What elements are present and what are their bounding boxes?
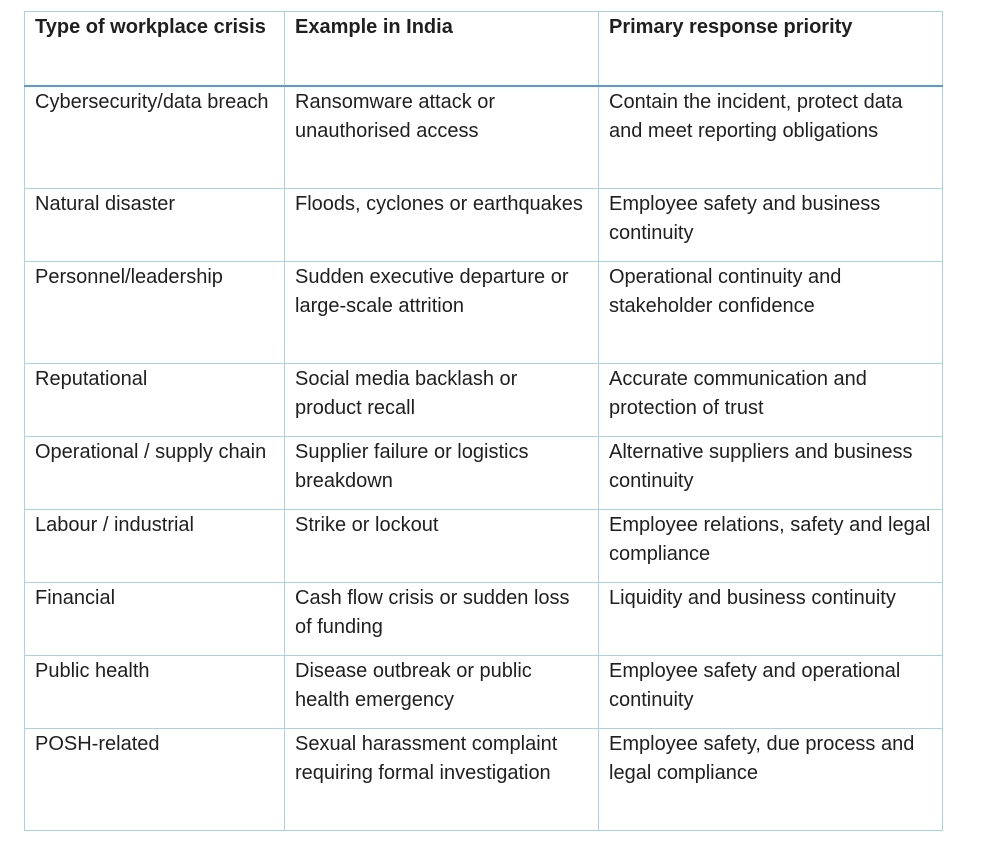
table-row <box>25 262 943 364</box>
example-cell: Disease outbreak or public health emergency <box>285 656 599 729</box>
example-cell: Supplier failure or logistics breakdown <box>285 437 599 510</box>
priority-cell: Alternative suppliers and business continuity <box>599 437 943 510</box>
priority-cell: Contain the incident, protect data and meet reporting obligations <box>599 86 943 189</box>
example-cell: Strike or lockout <box>285 510 599 583</box>
header-row <box>25 12 943 87</box>
crisis-type-cell: Operational / supply chain <box>25 437 285 510</box>
priority-cell: Employee safety and business continuity <box>599 189 943 262</box>
crisis-type-cell: Labour / industrial <box>25 510 285 583</box>
table-row <box>25 510 943 583</box>
priority-cell: Employee safety, due process and legal compliance <box>599 729 943 831</box>
crisis-type-cell: Natural disaster <box>25 189 285 262</box>
crisis-type-cell: Public health <box>25 656 285 729</box>
table-row <box>25 364 943 437</box>
priority-cell: Accurate communication and protection of trust <box>599 364 943 437</box>
example-cell: Cash flow crisis or sudden loss of funding <box>285 583 599 656</box>
header-example: Example in India <box>285 12 599 87</box>
priority-cell: Operational continuity and stakeholder confidence <box>599 262 943 364</box>
table-row <box>25 656 943 729</box>
example-cell: Ransomware attack or unauthorised access <box>285 86 599 189</box>
example-cell: Sexual harassment complaint requiring formal investigation <box>285 729 599 831</box>
priority-cell: Employee relations, safety and legal compliance <box>599 510 943 583</box>
priority-cell: Employee safety and operational continuity <box>599 656 943 729</box>
header-priority: Primary response priority <box>599 12 943 87</box>
table-row <box>25 189 943 262</box>
crisis-type-cell: Personnel/leadership <box>25 262 285 364</box>
crisis-type-cell: Reputational <box>25 364 285 437</box>
crisis-type-cell: Cybersecurity/data breach <box>25 86 285 189</box>
table-row <box>25 86 943 189</box>
example-cell: Social media backlash or product recall <box>285 364 599 437</box>
priority-cell: Liquidity and business continuity <box>599 583 943 656</box>
table-row <box>25 583 943 656</box>
example-cell: Sudden executive departure or large-scale attrition <box>285 262 599 364</box>
crisis-type-cell: POSH-related <box>25 729 285 831</box>
crisis-type-cell: Financial <box>25 583 285 656</box>
table-row <box>25 729 943 831</box>
table-row <box>25 437 943 510</box>
header-crisis-type: Type of workplace crisis <box>25 12 285 87</box>
crisis-table <box>24 11 943 831</box>
example-cell: Floods, cyclones or earthquakes <box>285 189 599 262</box>
